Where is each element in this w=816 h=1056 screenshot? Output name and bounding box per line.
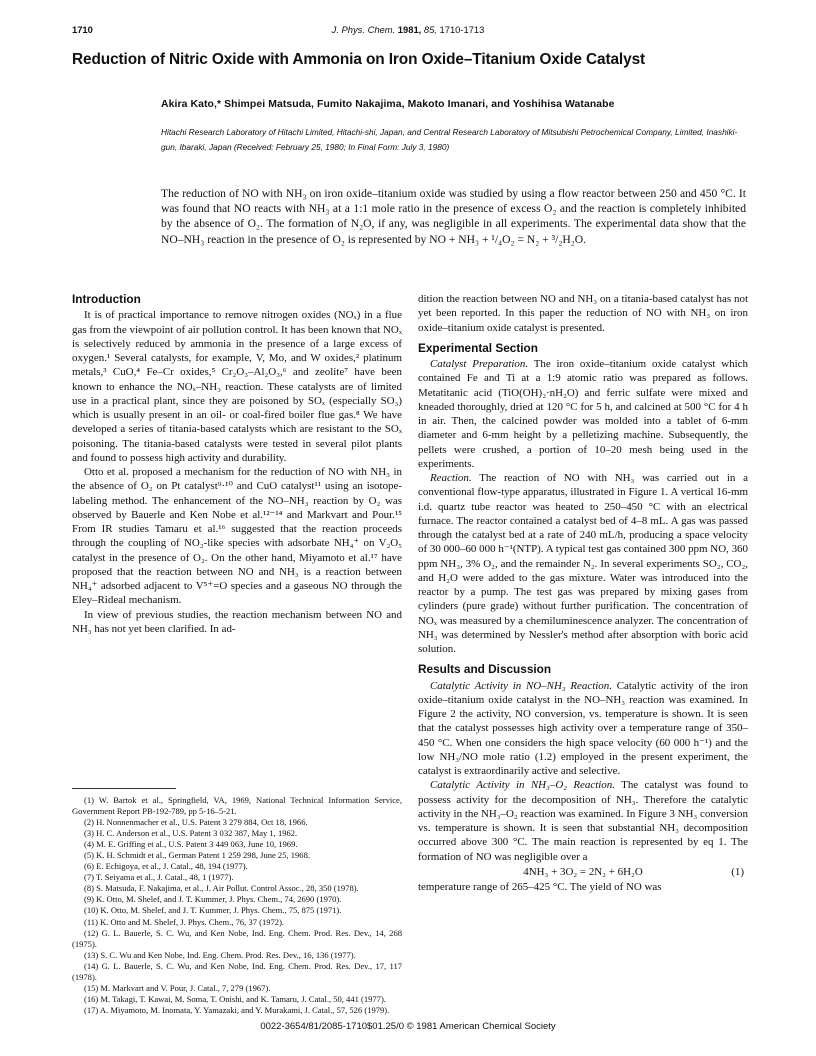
catalytic-activity-nh3-o2-text: The catalyst was found to possess activity for the decomposition of NH₃. Therefore the catalytic activity in the NH₃–O₂ reaction was examined. In Figure 3 NH₃ conversion vs. temperature is shown. It is seen that substantial NH₃ decomposition occurred above 300 °C. The main reaction is represented by eq 1. The formation of NO was negligible over a	[418, 779, 748, 863]
footnote-divider	[72, 788, 176, 789]
author-list: Akira Kato,* Shimpei Matsuda, Fumito Nakajima, Makoto Imanari, and Yoshihisa Watanabe	[161, 99, 615, 110]
footnote: (12) G. L. Bauerle, S. C. Wu, and Ken Nobe, Ind. Eng. Chem. Prod. Res. Dev., 14, 268 (1975).	[72, 927, 402, 949]
final-paragraph-text: temperature range of 265–425 °C. The yield of NO was	[418, 881, 662, 893]
footnote: (17) A. Miyamoto, M. Inomata, Y. Yamazaki, and Y. Murakami, J. Catal., 57, 526 (1979).	[84, 1004, 390, 1015]
footnotes	[72, 795, 402, 1016]
footnote: (2) H. Nonnenmacher et al., U.S. Patent 3 279 884, Oct 18, 1966.	[84, 817, 308, 828]
equation-number: (1)	[731, 865, 744, 878]
footnote: (11) K. Otto and M. Shelef, J. Phys. Chem., 76, 37 (1972).	[84, 916, 285, 927]
running-header	[72, 24, 744, 40]
catalytic-activity-no-nh3-label: Catalytic Activity in NO–NH₃ Reaction.	[430, 679, 612, 692]
footnote: (15) M. Markvart and V. Pour, J. Catal., 7, 279 (1967).	[84, 982, 271, 993]
footnote: (5) K. H. Schmidt et al., German Patent 1 259 298, June 25, 1968.	[84, 850, 310, 861]
footnote: (9) K. Otto, M. Shelef, and J. T. Kummer, J. Phys. Chem., 74, 2690 (1970).	[84, 894, 342, 905]
journal-citation	[72, 24, 744, 35]
equation-text: 4NH₃ + 3O₂ = 2N₂ + 6H₂O	[523, 865, 643, 878]
journal-year: 1981,	[397, 24, 422, 35]
equation-1	[418, 865, 748, 879]
article-title: Reduction of Nitric Oxide with Ammonia on Iron Oxide–Titanium Oxide Catalyst	[72, 51, 646, 68]
intro-paragraph-2: Otto et al. proposed a mechanism for the reduction of NO with NH₃ in the absence of O₂ on Pt catalyst⁹·¹⁰ and CuO catalyst¹¹ using an isotope-labeling method. The enhancement of the NO–NH₃ reaction by O₂ was observed by Bauerle and Ken Nobe et al.¹²⁻¹⁴ and Markvart and Pour.¹⁵ From IR studies Tamaru et al.¹⁶ suggested that the reaction proceeds through the coupling of NO₂-like species with adsorbate NH₄⁺ on V₂O₅ catalyst in the presence of O₂. On the other hand, Miyamoto et al.¹⁷ have proposed that the reaction between NO and NH₃ is a reaction between NH₄⁺ adsorbed adjacent to V⁵⁺=O species and a gaseous NO through the Eley–Rideal mechanism.	[72, 466, 402, 607]
catalytic-activity-nh3-o2-label: Catalytic Activity in NH₃–O₂ Reaction.	[430, 779, 615, 792]
footnote: (4) M. E. Griffing et al., U.S. Patent 3 449 063, June 10, 1969.	[84, 839, 298, 850]
footnote: (16) M. Takagi, T. Kawai, M. Soma, T. Onishi, and K. Tamaru, J. Catal., 50, 441 (1977).	[84, 993, 386, 1004]
section-heading-results: Results and Discussion	[418, 662, 552, 677]
journal-volume: 85,	[423, 24, 437, 35]
footnote: (6) E. Echigoya, et al., J. Catal., 48, 194 (1977).	[84, 861, 248, 872]
footnote: (13) S. C. Wu and Ken Nobe, Ind. Eng. Chem. Prod. Res. Dev., 16, 136 (1977).	[84, 949, 356, 960]
abstract: The reduction of NO with NH₃ on iron oxide–titanium oxide was studied by using a flow reactor between 250 and 450 °C. It was found that NO reacts with NH₃ at a 1:1 mole ratio in the presence of excess O₂ and the reaction is completely inhibited by the absence of O₂. The formation of N₂O, if any, was negligible in all experiments. The experimental data show that the NO–NH₃ reaction in the presence of O₂ is represented by NO + NH₃ + ¹/₄O₂ = N₂ + ³/₂H₂O.	[161, 187, 746, 246]
left-column	[72, 292, 402, 636]
intro-paragraph-1: It is of practical importance to remove nitrogen oxides (NOₓ) in a flue gas from the viewpoint of air pollution control. It has been known that NOₓ is selectively reduced by ammonia in the presence of a large excess of oxygen.¹ Several catalysts, for example, V, Mo, and W oxides,² platinum metals,³ CuO,⁴ Fe–Cr oxides,⁵ Cr₂O₃–Al₂O₃,⁶ and zeolite⁷ have been known to enhance the NOₓ–NH₃ reaction. These catalysts are of limited use in a practical plant, since they are poisoned by SOₓ (especially SO₃) which is usually present in an oil- or coal-fired boiler flue gas.⁸ We have developed a series of titania-based catalysts which are resistant to the SOₓ poisoning. The titania-based catalysts were tested in several pilot plants and found to possess high activity and durability.	[72, 309, 402, 464]
reaction-paragraph	[418, 471, 748, 656]
footnote: (1) W. Bartok et al., Springfield, VA, 1969, National Technical Information Service, Government Report PB-192-789, pp 5-16–5-21.	[72, 795, 402, 817]
catalytic-activity-nh3-o2-paragraph	[418, 778, 748, 864]
catalytic-activity-no-nh3-paragraph	[418, 679, 748, 779]
journal-pages: 1710-1713	[439, 24, 485, 35]
page-footer: 0022-3654/81/2085-1710$01.25/0 © 1981 American Chemical Society	[260, 1021, 556, 1032]
reaction-label: Reaction.	[430, 472, 472, 484]
intro-paragraph-3: In view of previous studies, the reaction mechanism between NO and NH₃ has not yet been clarified. In ad-	[72, 608, 402, 635]
footnote: (14) G. L. Bauerle, S. C. Wu, and Ken Nobe, Ind. Eng. Chem. Prod. Res. Dev., 17, 117 (1978).	[72, 960, 402, 982]
catalytic-activity-no-nh3-text: Catalytic activity of the iron oxide–titanium oxide catalyst in the NO–NH₃ reaction was examined. In Figure 2 the activity, NO conversion, vs. temperature is shown. It is seen that the catalyst possesses high activity over a temperature range of 350–450 °C. When one considers the high space velocity (60 000 h⁻¹) and the low NH₃/NO mole ratio (1.2) employed in the present experiment, the catalyst is extraordinarily active and selective.	[418, 679, 748, 777]
footnote: (10) K. Otto, M. Shelef, and J. T. Kummer, J. Phys. Chem., 75, 875 (1971).	[84, 905, 342, 916]
catalyst-preparation-paragraph	[418, 357, 748, 471]
footnote: (7) T. Seiyama et al., J. Catal., 48, 1 (1977).	[84, 872, 234, 883]
right-column	[418, 292, 748, 894]
footnote: (3) H. C. Anderson et al., U.S. Patent 3 032 387, May 1, 1962.	[84, 828, 298, 839]
affiliation: Hitachi Research Laboratory of Hitachi Limited, Hitachi-shi, Japan, and Central Research Laboratory of Mitsubishi Petrochemical Company, Limited, Inashiki-gun, Ibaraki, Japan (Received: February 25, 1980; In Final Form: July 3, 1980)	[161, 127, 738, 152]
catalyst-preparation-text: The iron oxide–titanium oxide catalyst which contained Fe and Ti at a 1:9 atomic ratio was prepared as follows. Metatitanic acid (TiO(OH)₂·nH₂O) and ferric sulfate were mixed and kneaded thoroughly, dried at 120 °C for 5 h, and calcined at 500 °C for 4 h in air. Then, the calcined powder was molded into a tablet of 6-mm diameter and 6-mm height by a pelletizing machine. Subsequently, the pellets were crushed, a portion of 10–20 mesh being used in the experiments.	[418, 358, 748, 470]
footnote: (8) S. Matsuda, F. Nakajima, et al., J. Air Pollut. Control Assoc., 28, 350 (1978).	[84, 883, 359, 894]
page-number: 1710	[72, 24, 93, 35]
journal-name: J. Phys. Chem.	[331, 24, 396, 35]
catalyst-preparation-label: Catalyst Preparation.	[430, 358, 529, 370]
section-heading-experimental: Experimental Section	[418, 340, 538, 355]
reaction-text: The reaction of NO with NH₃ was carried out in a conventional flow-type apparatus, illustrated in Figure 1. A vertical 16-mm i.d. quartz tube reactor was heated to 250–450 °C with an electrical furnace. The reactor contained a catalyst bed of 4–8 mL. A gas was passed through the catalyst bed at a rate of 240 mL/h, producing a space velocity of 30 000–60 000 h⁻¹(NTP). A typical test gas contained 300 ppm NO, 360 ppm NH₃, 3% O₂, and the remainder N₂. In several experiments SO₂, CO₂, and H₂O were added to the gas mixture. Water was introduced into the reactor by a pump. The test gas was prepared by mixing gases from cylinders (pure grade) without further purification. The concentration of NOₓ was measured by a chemiluminescence analyzer. The concentration of NH₃ was determined by Nessler's method after absorption with boric acid solution.	[418, 472, 748, 655]
intro-paragraph-continued: dition the reaction between NO and NH₃ on a titania-based catalyst has not yet been reported. In this paper the reduction of NO with NH₃ on iron oxide–titanium oxide catalyst is presented.	[418, 293, 748, 334]
section-heading-introduction: Introduction	[72, 292, 141, 306]
